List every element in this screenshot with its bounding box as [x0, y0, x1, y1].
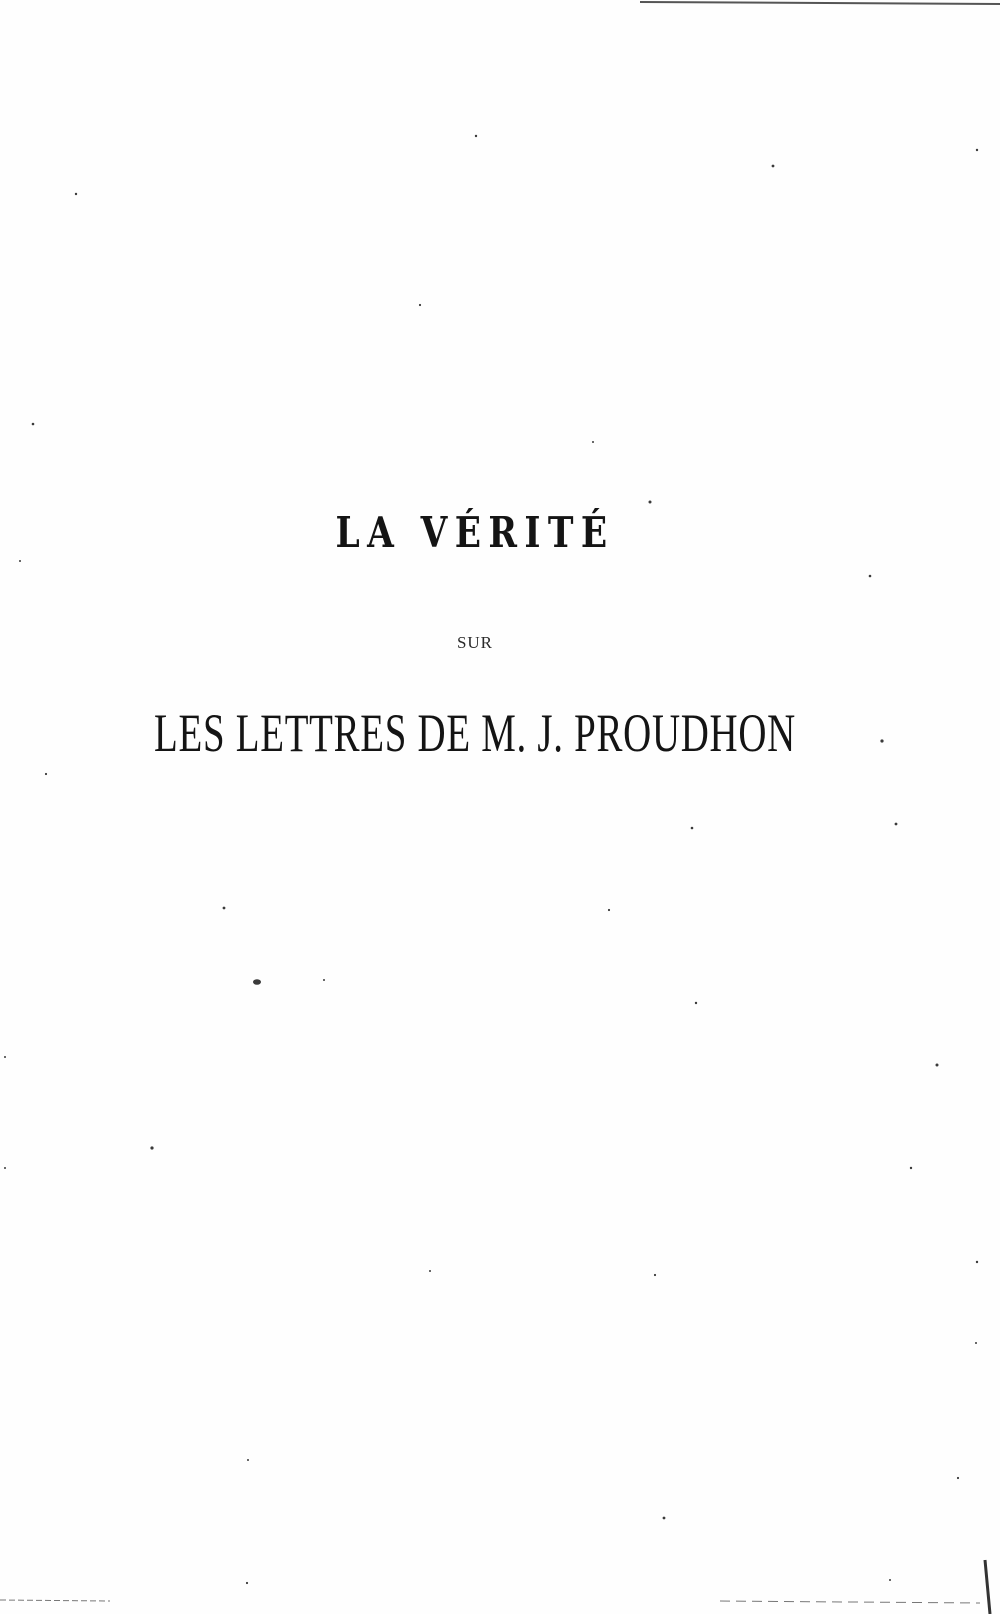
title-connector-word: SUR [456, 633, 494, 652]
book-subtitle: LES LETTRES DE M. J. PROUDHON [154, 703, 796, 763]
book-title: LA VÉRITÉ [335, 508, 615, 557]
